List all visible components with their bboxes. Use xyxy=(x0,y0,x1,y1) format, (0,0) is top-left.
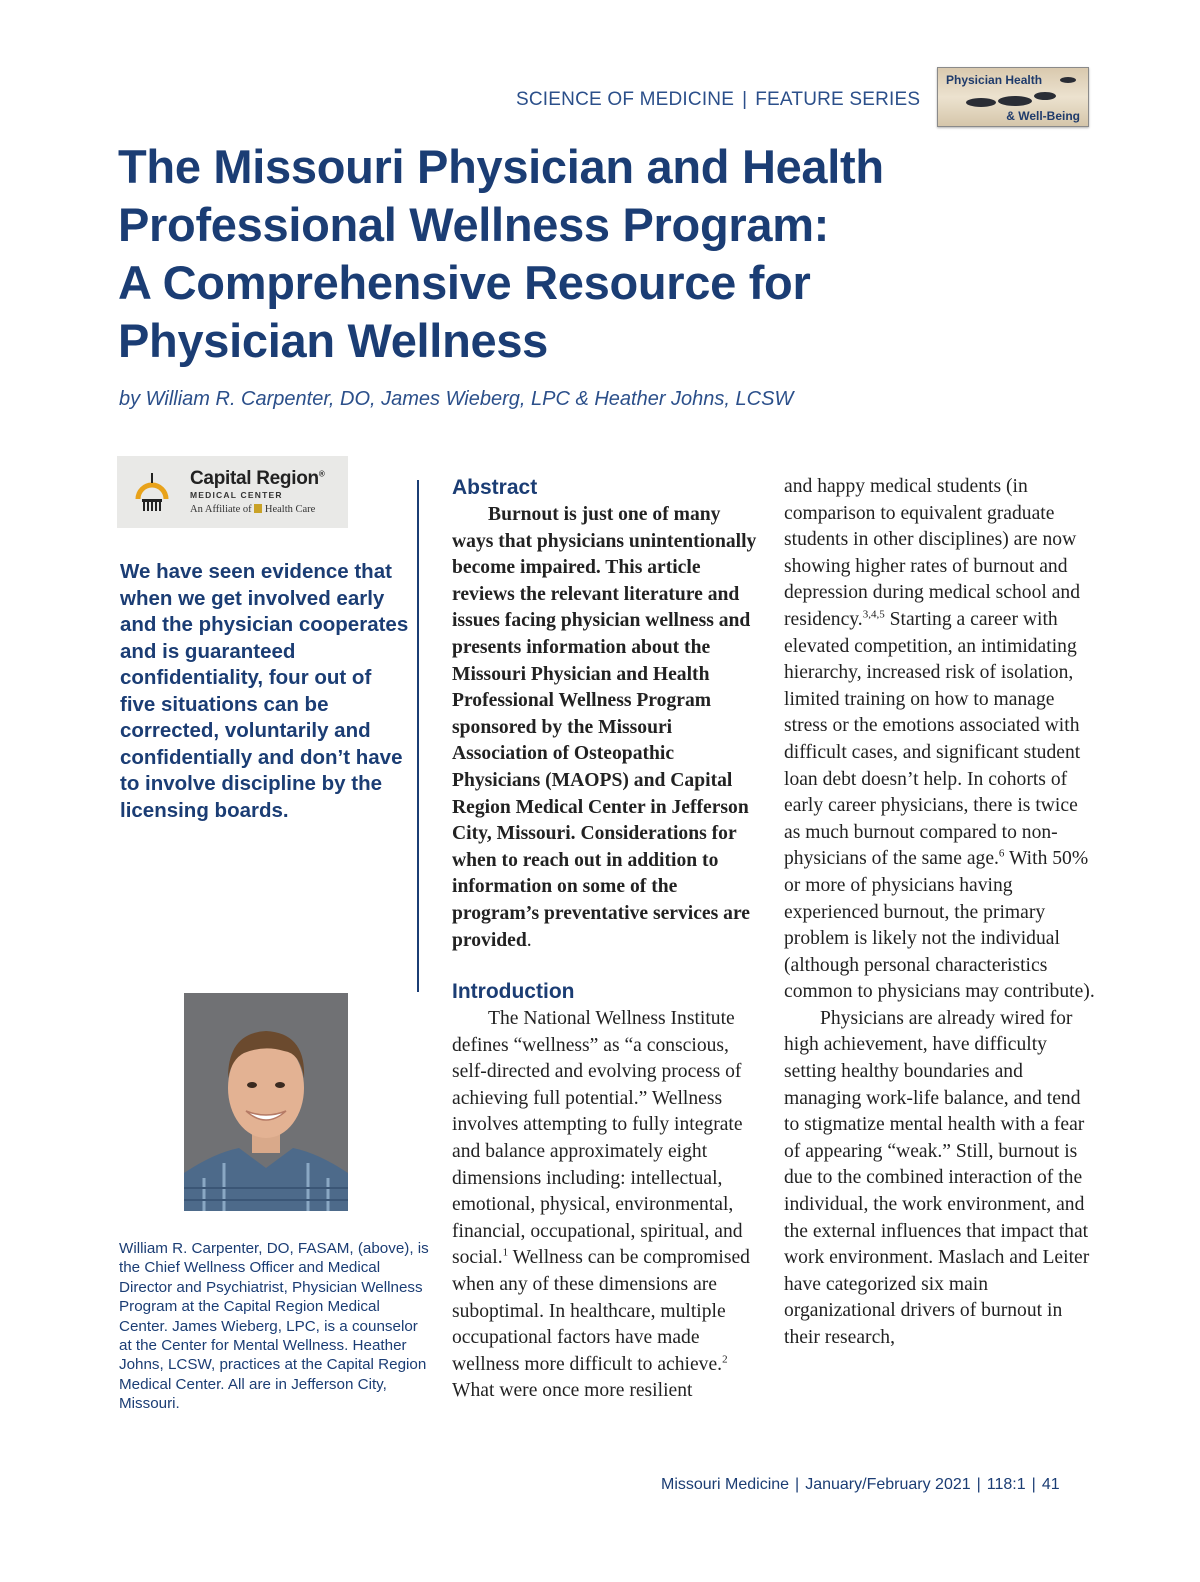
badge-line-1: Physician Health xyxy=(946,73,1043,87)
header-separator: | xyxy=(742,89,748,110)
column-divider xyxy=(417,480,419,992)
shield-icon xyxy=(254,504,262,513)
introduction-heading: Introduction xyxy=(452,980,575,1004)
reference-marker: 6 xyxy=(998,847,1005,860)
stone-icon xyxy=(1060,77,1076,83)
title-line: A Comprehensive Resource for xyxy=(118,256,811,309)
reference-marker: 2 xyxy=(722,1353,728,1366)
section-header xyxy=(516,89,920,111)
reference-marker: 1 xyxy=(502,1246,509,1259)
footer-issue: January/February 2021 xyxy=(805,1476,971,1493)
stone-icon xyxy=(1034,92,1056,100)
title-line: Professional Wellness Program: xyxy=(118,198,830,251)
footer-volume: 118:1 xyxy=(986,1476,1026,1493)
badge-line-2: & Well-Being xyxy=(1006,109,1080,123)
title-line: Physician Wellness xyxy=(118,314,548,367)
section-gap xyxy=(452,954,764,978)
article-title xyxy=(118,138,938,370)
body-paragraph: Physicians are already wired for high achievement, have difficulty setting healthy boundaries and managing work-life balance, and tend to stigmatize mental health with a fear of appearing “weak.” Still, burnout is due to the combined interaction of the individual, the work environment, and the external influences that impact that work environment. Maslach and Leiter have categorized six main organizational drivers of burnout in their research, xyxy=(784,1007,1090,1348)
abstract-paragraph: Burnout is just one of many ways that physicians unintentionally become impaired. This article reviews the relevant literature and issues facing physician wellness and presents information about the Missouri Physician and Health Professional Wellness Program sponsored by the Missouri Association of Osteopathic Physicians (MAOPS) and Capital Region Medical Center in Jefferson City, Missouri. Considerations for when to reach out in addition to information on some of the program’s preventative services are provided. xyxy=(452,504,757,951)
logo-affiliate: An Affiliate of Health Care xyxy=(190,504,316,515)
right-column xyxy=(784,474,1096,1352)
logo-subtitle: MEDICAL CENTER xyxy=(190,490,283,500)
abstract-heading: Abstract xyxy=(452,476,538,499)
introduction-paragraph: The National Wellness Institute defines “wellness” as “a conscious, self-directed and evolving process of achieving full potential.” Wellness involves attempting to fully integrate and balance approximately eight dimensions including: intellectual, emotional, physical, environmental, financial, occupational, spiritual, and social.$^1$ Wellness can be compromised when any of these dimensions are suboptimal. In healthcare, multiple occupational factors have made wellness more difficult to achieve.$^2$ What were once more resilient xyxy=(452,1008,750,1402)
byline: by William R. Carpenter, DO, James Wieberg, LPC & Heather Johns, LCSW xyxy=(119,388,794,410)
body-paragraph: and happy medical students (in comparison to equivalent graduate students in other disciplines) are now showing higher rates of burnout and depression during medical school and residency.$^{3,4,5}$ Starting a career with elevated competition, an intimidating hierarchy, increased risk of isolation, limited training on how to manage stress or the emotions associated with difficult cases, and significant student loan debt doesn’t help. In cohorts of early career physicians, there is twice as much burnout compared to non-physicians of the same age.$^6$ With 50% or more of physicians having experienced burnout, the primary problem is likely not the individual (although personal characteristics common to physicians may contribute). xyxy=(784,476,1095,1003)
pull-quote: We have seen evidence that when we get involved early and the physician cooperates and is guaranteed confidentiality, four out of five situations can be corrected, voluntarily and confidentially and don’t have to involve discipline by the licensing boards. xyxy=(120,560,409,822)
stone-icon xyxy=(966,98,996,107)
page-footer: Missouri Medicine | January/February 2021 | 118:1 | 41 xyxy=(661,1476,1060,1493)
capitol-dome-icon xyxy=(134,469,170,513)
stone-icon xyxy=(998,96,1032,106)
capital-region-logo xyxy=(117,456,348,528)
logo-name: Capital Region® xyxy=(190,468,325,489)
series-badge xyxy=(937,67,1089,127)
footer-page-number: 41 xyxy=(1041,1476,1060,1493)
footer-journal: Missouri Medicine xyxy=(661,1476,790,1493)
author-photo xyxy=(184,993,348,1211)
series-label: FEATURE SERIES xyxy=(755,89,921,110)
title-line: The Missouri Physician and Health xyxy=(118,140,884,193)
reference-marker: 3,4,5 xyxy=(862,608,885,621)
photo-caption: William R. Carpenter, DO, FASAM, (above), is the Chief Wellness Officer and Medical Director and Psychiatrist, Physician Wellness Program at the Capital Region Medical Center. James Wieberg, LPC, is a counselor at the Center for Mental Wellness. Heather Johns, LCSW, practices at the Capital Region Medical Center. All are in Jefferson City, Missouri. xyxy=(119,1240,429,1413)
portrait-image xyxy=(184,993,348,1211)
section-label: SCIENCE OF MEDICINE xyxy=(516,89,735,110)
middle-column xyxy=(452,474,764,1405)
